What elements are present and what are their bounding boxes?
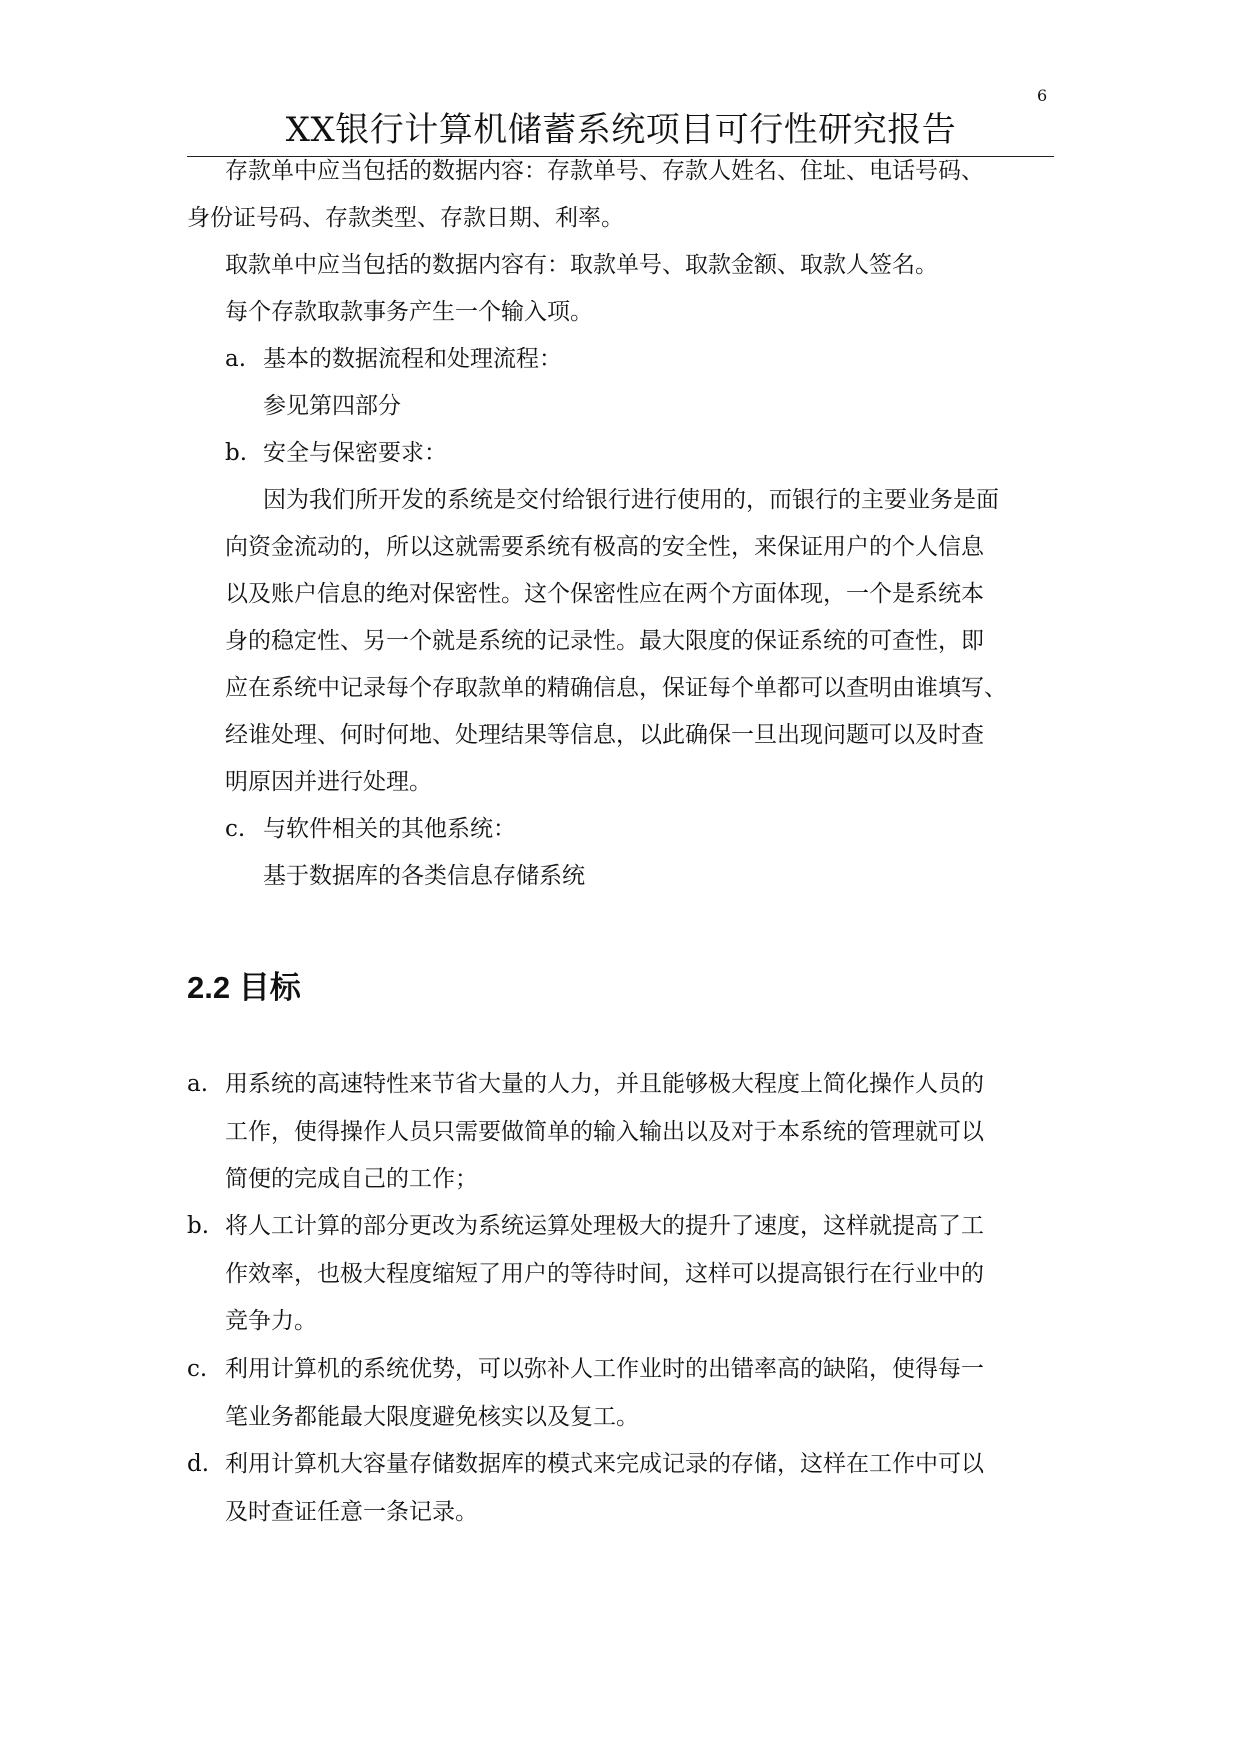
- document-title: XX银行计算机储蓄系统项目可行性研究报告: [285, 110, 957, 150]
- security-paragraph-line: 身的稳定性、另一个就是系统的记录性。最大限度的保证系统的可查性，即: [225, 628, 984, 654]
- goal-line: 用系统的高速特性来节省大量的人力，并且能够极大程度上简化操作人员的: [225, 1071, 984, 1097]
- goal-line: 及时查证任意一条记录。: [225, 1498, 478, 1525]
- list-item-label: 安全与保密要求：: [263, 440, 447, 466]
- goal-line: 笔业务都能最大限度避免核实以及复工。: [225, 1403, 639, 1430]
- goal-item-b: [187, 1203, 1054, 1346]
- list-item-a-detail: 参见第四部分: [263, 393, 401, 419]
- list-marker: b.: [187, 1213, 210, 1239]
- list-marker: c.: [187, 1356, 208, 1382]
- deposit-paragraph-line1: 存款单中应当包括的数据内容：存款单号、存款人姓名、住址、电话号码、: [225, 158, 984, 184]
- security-paragraph-line: 明原因并进行处理。: [225, 769, 432, 795]
- security-paragraph-line: 经谁处理、何时何地、处理结果等信息，以此确保一旦出现问题可以及时查: [225, 722, 984, 748]
- goal-line: 工作，使得操作人员只需要做简单的输入输出以及对于本系统的管理就可以: [225, 1118, 984, 1145]
- goal-line: 作效率，也极大程度缩短了用户的等待时间，这样可以提高银行在行业中的: [225, 1260, 984, 1287]
- goal-line: 简便的完成自己的工作；: [225, 1166, 478, 1192]
- goal-item-d: [187, 1441, 1054, 1536]
- list-marker: d.: [187, 1451, 210, 1477]
- security-paragraph-line: 应在系统中记录每个存取款单的精确信息，保证每个单都可以查明由谁填写、: [225, 675, 1007, 701]
- goal-item-c: [187, 1346, 1054, 1441]
- list-marker: a.: [187, 1071, 209, 1097]
- list-item-label: 与软件相关的其他系统：: [263, 816, 516, 842]
- section-heading: 2.2 目标: [187, 970, 301, 1005]
- list-item-c-detail: 基于数据库的各类信息存储系统: [263, 863, 585, 889]
- goal-line: 利用计算机大容量存储数据库的模式来完成记录的存储，这样在工作中可以: [225, 1451, 984, 1477]
- list-marker: c.: [225, 816, 246, 842]
- goal-line: 利用计算机的系统优势，可以弥补人工作业时的出错率高的缺陷，使得每一: [225, 1356, 984, 1382]
- security-paragraph-line: 向资金流动的，所以这就需要系统有极高的安全性，来保证用户的个人信息: [225, 534, 984, 560]
- withdraw-paragraph: 取款单中应当包括的数据内容有：取款单号、取款金额、取款人签名。: [225, 252, 938, 278]
- goal-line: 竞争力。: [225, 1308, 317, 1334]
- security-paragraph-line: 因为我们所开发的系统是交付给银行进行使用的，而银行的主要业务是面: [263, 487, 999, 513]
- security-paragraph-line: 以及账户信息的绝对保密性。这个保密性应在两个方面体现，一个是系统本: [225, 581, 984, 607]
- list-marker: a.: [225, 346, 247, 372]
- input-item-paragraph: 每个存款取款事务产生一个输入项。: [225, 299, 593, 325]
- list-item-label: 基本的数据流程和处理流程：: [263, 346, 562, 372]
- list-marker: b.: [225, 440, 248, 466]
- page-number: 6: [1037, 86, 1048, 105]
- goal-line: 将人工计算的部分更改为系统运算处理极大的提升了速度，这样就提高了工: [225, 1213, 984, 1239]
- deposit-paragraph-line2: 身份证号码、存款类型、存款日期、利率。: [187, 205, 624, 231]
- goal-item-a: [187, 1061, 1054, 1204]
